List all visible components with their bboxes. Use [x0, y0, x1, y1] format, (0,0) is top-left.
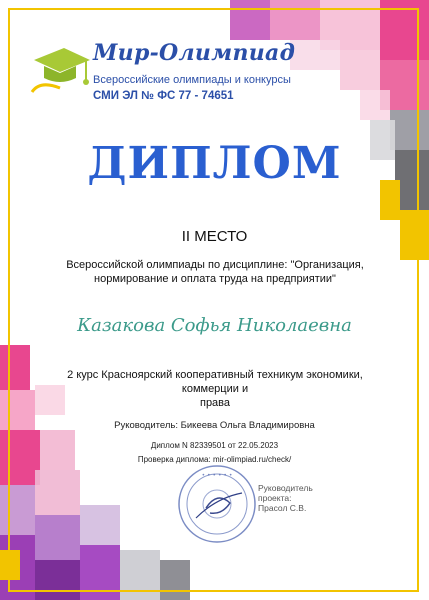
graduation-cap-icon	[30, 40, 92, 100]
svg-text:• • • • • •: • • • • • •	[201, 472, 233, 479]
project-head-line-1: Руководитель	[258, 483, 313, 493]
institution-text	[40, 368, 390, 410]
brand-subtitle: Всероссийские олимпиады и конкурсы	[93, 74, 291, 86]
student-name: Казакова Софья Николаевна	[77, 315, 352, 336]
brand-name: Мир-Олимпиад	[93, 40, 296, 66]
discipline-line-2: нормирование и оплата труда на предприятии"	[94, 273, 336, 285]
diploma-title: ДИПЛОМ	[87, 138, 342, 189]
project-head-label	[258, 483, 313, 513]
diploma-number: Диплом N 82339501 от 22.05.2023	[150, 441, 279, 450]
institution-line-1: 2 курс Красноярский кооперативный техникум экономики, коммерции и	[67, 369, 363, 395]
institution-line-2: права	[199, 397, 231, 409]
seal-stamp-icon	[176, 463, 258, 545]
discipline-line-1: Всероссийской олимпиады по дисциплине: "Организация,	[66, 259, 364, 271]
discipline-text	[60, 258, 370, 286]
check-link-text: Проверка диплома: mir-olimpiad.ru/check/	[137, 455, 292, 464]
supervisor-text: Руководитель: Бикеева Ольга Владимировна	[114, 420, 315, 431]
brand-smi: СМИ ЭЛ № ФС 77 - 74651	[93, 90, 234, 102]
project-head-line-3: Прасол С.В.	[258, 503, 307, 513]
place-label: II МЕСТО	[181, 228, 248, 245]
project-head-line-2: проекта:	[258, 493, 292, 503]
